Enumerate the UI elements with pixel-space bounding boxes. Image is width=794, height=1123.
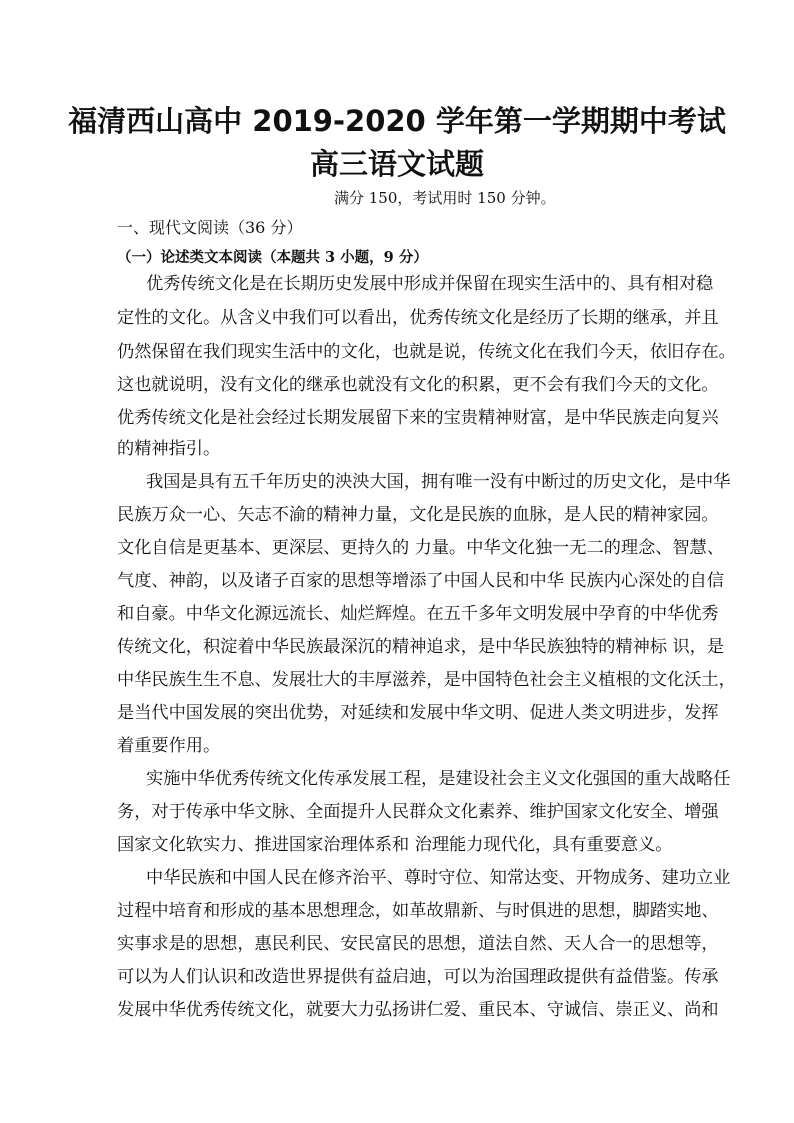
passage-line: 国家文化软实力、推进国家治理体系和 治理能力现代化，具有重要意义。 (117, 835, 673, 855)
passage-line: 仍然保留在我们现实生活中的文化，也就是说，传统文化在我们今天，依旧存在。 (117, 342, 736, 362)
passage-line: 过程中培育和形成的基本思想理念，如革故鼎新、与时俱进的思想，脚踏实地、 (117, 901, 719, 921)
passage-line: 我国是具有五千年历史的泱泱大国，拥有唯一没有中断过的历史文化，是中华 (146, 472, 731, 492)
passage-line: 优秀传统文化是在长期历史发展中形成并保留在现实生活中的、具有相对稳 (146, 274, 714, 294)
passage-line: 务，对于传承中华文脉、全面提升人民群众文化素养、维护国家文化安全、增强 (117, 802, 719, 822)
exam-title: 福清西山高中 2019-2020 学年第一学期期中考试 (68, 104, 726, 138)
exam-subtitle: 高三语文试题 (309, 147, 484, 181)
passage-line: 传统文化，积淀着中华民族最深沉的精神追求，是中华民族独特的精神标 识，是 (117, 637, 725, 657)
passage-line: 定性的文化。从含义中我们可以看出，优秀传统文化是经历了长期的继承，并且 (117, 308, 719, 328)
passage-line: 发展中华优秀传统文化，就要大力弘扬讲仁爱、重民本、守诚信、崇正义、尚和 (117, 1000, 719, 1020)
passage-line: 可以为人们认识和改造世界提供有益启迪，可以为治国理政提供有益借鉴。传承 (117, 967, 719, 987)
passage-line: 优秀传统文化是社会经过长期发展留下来的宝贵精神财富，是中华民族走向复兴 (117, 408, 719, 428)
passage-line: 民族万众一心、矢志不渝的精神力量，文化是民族的血脉，是人民的精神家园。 (117, 505, 719, 525)
passage-line: 气度、神韵，以及诸子百家的思想等增添了中国人民和中华 民族内心深处的自信 (117, 571, 725, 591)
subsection-heading: （一）论述类文本阅读（本题共 3 小题，9 分） (117, 249, 428, 266)
passage-line: 这也就说明，没有文化的继承也就没有文化的积累，更不会有我们今天的文化。 (117, 375, 719, 395)
passage-line: 实施中华优秀传统文化传承发展工程，是建设社会主义文化强国的重大战略任 (146, 769, 731, 789)
passage-line: 是当代中国发展的突出优势，对延续和发展中华文明、促进人类文明进步，发挥 (117, 703, 719, 723)
section-heading: 一、现代文阅读（36 分） (117, 218, 303, 237)
passage-line: 中华民族和中国人民在修齐治平、尊时守位、知常达变、开物成务、建功立业 (146, 868, 731, 888)
passage-line: 的精神指引。 (117, 439, 221, 459)
passage-line: 和自豪。中华文化源远流长、灿烂辉煌。在五千多年文明发展中孕育的中华优秀 (117, 604, 719, 624)
passage-line: 中华民族生生不息、发展壮大的丰厚滋养，是中国特色社会主义植根的文化沃土， (117, 670, 736, 690)
passage-line: 实事求是的思想，惠民利民、安民富民的思想，道法自然、天人合一的思想等， (117, 934, 719, 954)
score-note: 满分 150，考试用时 150 分钟。 (334, 189, 556, 207)
passage-line: 文化自信是更基本、更深层、更持久的 力量。中华文化独一无二的理念、智慧、 (117, 538, 725, 558)
passage-line: 着重要作用。 (117, 736, 221, 756)
